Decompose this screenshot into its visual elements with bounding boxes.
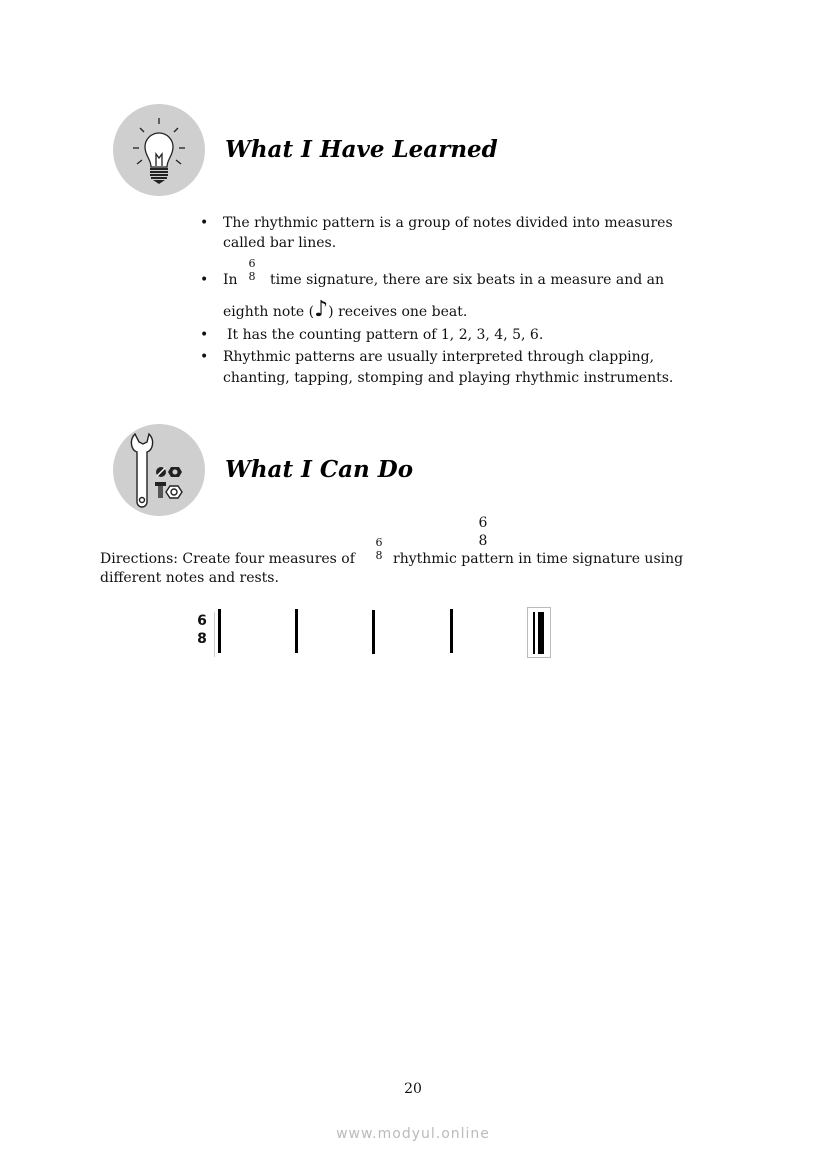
time-signature-floating xyxy=(477,514,489,550)
final-double-bar-line xyxy=(527,607,551,658)
bullet-icon: • xyxy=(200,349,209,365)
ts-top: 6 xyxy=(478,515,488,531)
bullet-3: It has the counting pattern of 1, 2, 3, 4, 5, 6. xyxy=(227,327,544,343)
ts-top: 6 xyxy=(248,257,256,270)
tools-icon xyxy=(113,424,205,516)
watermark: www.modyul.online xyxy=(336,1126,490,1142)
eighth-note-icon: ♪ xyxy=(314,297,329,322)
bullet-icon: • xyxy=(200,272,209,288)
text: eighth note ( xyxy=(223,304,315,320)
section-heading-learned: What I Have Learned xyxy=(225,136,498,163)
directions-line-1 xyxy=(100,549,355,570)
ts-bottom: 8 xyxy=(375,549,383,562)
directions-line-2: different notes and rests. xyxy=(100,570,279,586)
section-heading-can-do: What I Can Do xyxy=(225,456,414,483)
text: Directions: Create four measures of xyxy=(100,551,355,567)
ts-top: 6 xyxy=(375,536,383,549)
ts-top: 6 xyxy=(197,613,207,629)
bullet-1-line-1: The rhythmic pattern is a group of notes divided into measures xyxy=(223,215,673,231)
bullet-2-line-1: time signature, there are six beats in a measure and an xyxy=(270,272,665,288)
ts-bottom: 8 xyxy=(248,270,256,283)
bar-line xyxy=(295,609,298,653)
bullet-2-pre: In xyxy=(223,272,238,288)
bullet-icon: • xyxy=(200,327,209,343)
bullet-1-line-2: called bar lines. xyxy=(223,235,337,251)
staff-time-signature xyxy=(196,612,208,648)
bar-line xyxy=(218,609,221,653)
ts-bottom: 8 xyxy=(478,533,488,549)
directions-line-1-cont: rhythmic pattern in time signature using xyxy=(393,551,684,567)
bar-line xyxy=(450,609,453,653)
bar-line xyxy=(372,610,375,654)
bullet-4-line-1: Rhythmic patterns are usually interpreted through clapping, xyxy=(223,349,655,365)
bullet-2-line-2 xyxy=(223,297,468,323)
ts-bottom: 8 xyxy=(197,631,207,647)
time-signature-inline xyxy=(247,257,257,283)
lightbulb-icon xyxy=(113,104,205,196)
staff-start-line xyxy=(214,612,215,657)
bullet-4-line-2: chanting, tapping, stomping and playing rhythmic instruments. xyxy=(223,370,674,386)
page-number: 20 xyxy=(404,1081,422,1097)
text: ) receives one beat. xyxy=(328,304,468,320)
time-signature-inline xyxy=(374,536,384,562)
bullet-icon: • xyxy=(200,215,209,231)
